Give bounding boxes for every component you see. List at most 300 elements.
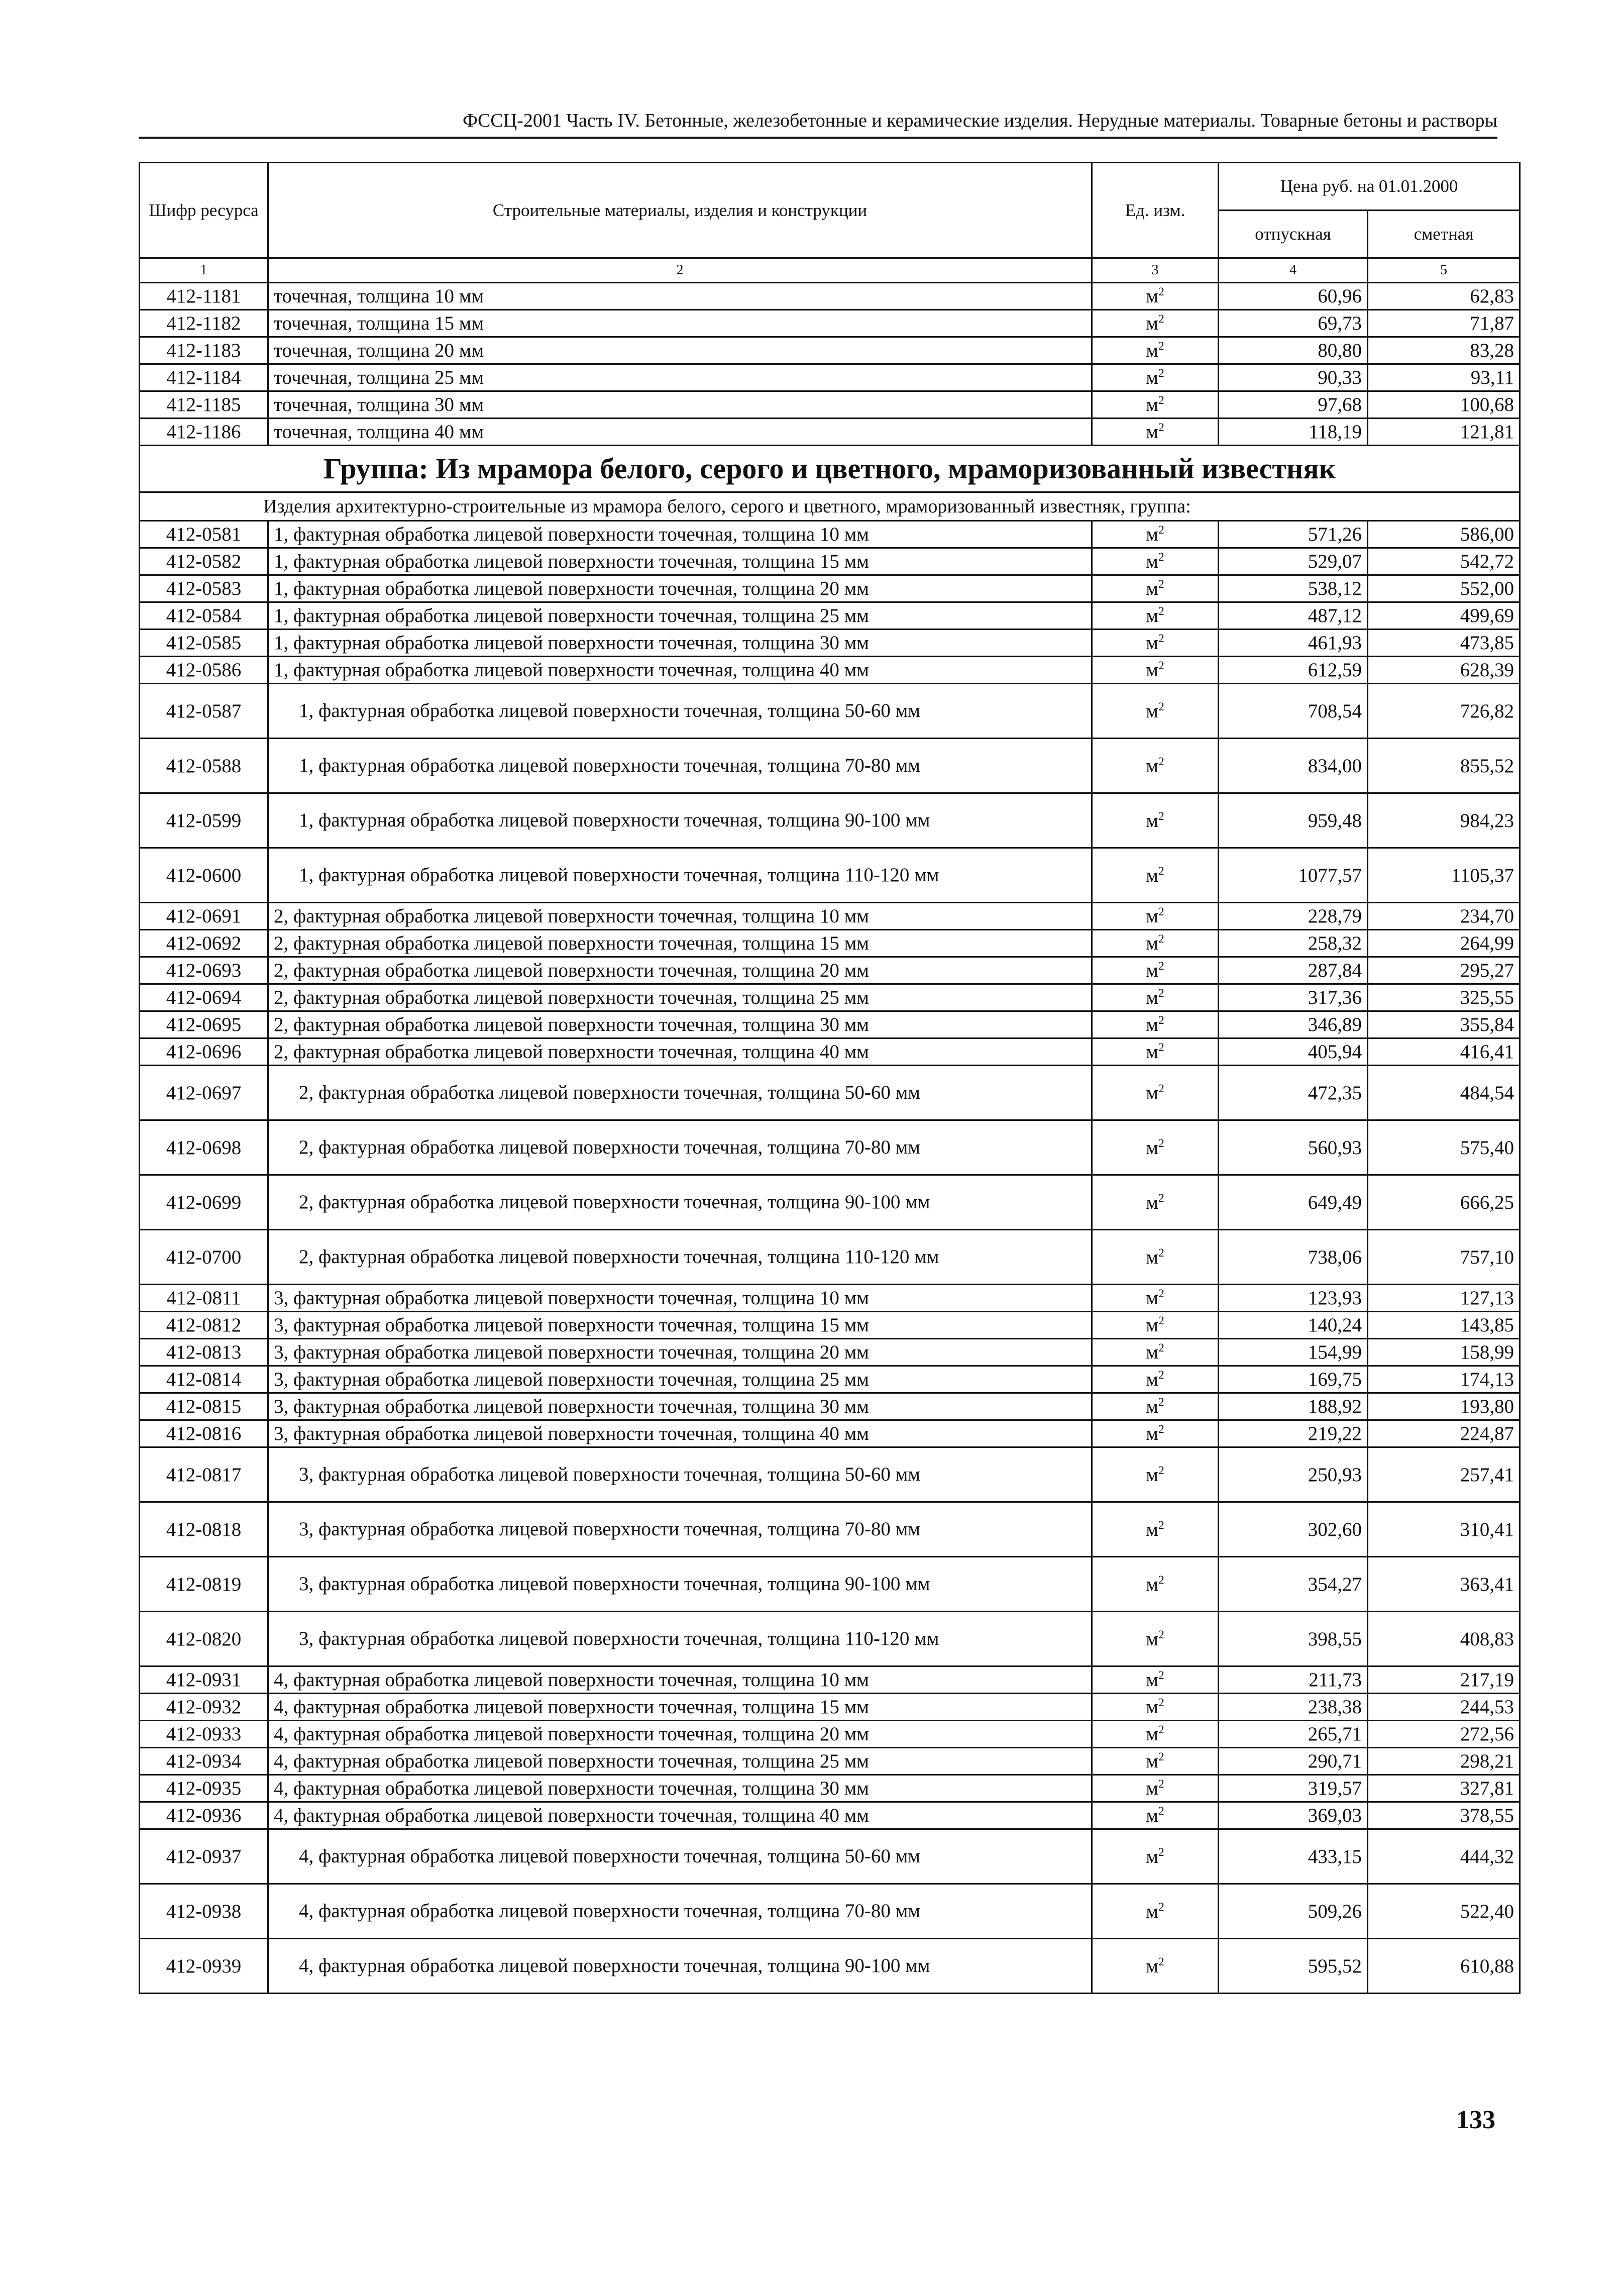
resource-code: 412-0600 <box>140 848 268 903</box>
table-row <box>140 1420 1520 1447</box>
release-price: 140,24 <box>1219 1312 1368 1339</box>
unit-text: м <box>1146 1845 1158 1867</box>
table-row <box>140 1802 1520 1829</box>
resource-code: 412-0813 <box>140 1339 268 1366</box>
unit-text: м <box>1146 339 1158 361</box>
item-name: 1, фактурная обработка лицевой поверхности точечная, толщина 20 мм <box>268 575 1092 602</box>
release-price: 265,71 <box>1219 1721 1368 1748</box>
unit-cell <box>1092 337 1219 364</box>
unit-cell <box>1092 1285 1219 1312</box>
release-price: 538,12 <box>1219 575 1368 602</box>
estimate-price: 127,13 <box>1368 1285 1520 1312</box>
release-price: 487,12 <box>1219 602 1368 630</box>
unit-text: м <box>1146 393 1158 415</box>
estimate-price: 295,27 <box>1368 957 1520 984</box>
unit-cell <box>1092 1748 1219 1775</box>
resource-code: 412-1184 <box>140 364 268 391</box>
resource-code: 412-1185 <box>140 391 268 419</box>
unit-cell <box>1092 1366 1219 1393</box>
unit-cell <box>1092 1447 1219 1502</box>
item-name: 4, фактурная обработка лицевой поверхности точечная, толщина 40 мм <box>268 1802 1092 1829</box>
running-header: ФССЦ-2001 Часть IV. Бетонные, железобетонные и керамические изделия. Нерудные материалы. Товарные бетоны и растворы <box>463 110 1497 131</box>
unit-superscript: 2 <box>1158 632 1164 645</box>
resource-code: 412-0818 <box>140 1502 268 1557</box>
item-name: 2, фактурная обработка лицевой поверхности точечная, толщина 30 мм <box>268 1011 1092 1038</box>
unit-superscript: 2 <box>1158 312 1164 326</box>
item-name: 4, фактурная обработка лицевой поверхности точечная, толщина 70-80 мм <box>268 1884 1092 1939</box>
unit-superscript: 2 <box>1158 755 1164 768</box>
release-price: 708,54 <box>1219 684 1368 739</box>
item-name: 3, фактурная обработка лицевой поверхности точечная, толщина 90-100 мм <box>268 1557 1092 1612</box>
unit-superscript: 2 <box>1158 1845 1164 1859</box>
unit-superscript: 2 <box>1158 986 1164 1000</box>
release-price: 219,22 <box>1219 1420 1368 1447</box>
item-name: 3, фактурная обработка лицевой поверхности точечная, толщина 20 мм <box>268 1339 1092 1366</box>
unit-text: м <box>1146 577 1158 599</box>
unit-superscript: 2 <box>1158 1395 1164 1409</box>
resource-code: 412-0700 <box>140 1230 268 1285</box>
item-name: 3, фактурная обработка лицевой поверхности точечная, толщина 25 мм <box>268 1366 1092 1393</box>
estimate-price: 542,72 <box>1368 548 1520 575</box>
item-name: 3, фактурная обработка лицевой поверхности точечная, толщина 15 мм <box>268 1312 1092 1339</box>
release-price: 405,94 <box>1219 1038 1368 1066</box>
table-row <box>140 957 1520 984</box>
unit-cell <box>1092 1612 1219 1666</box>
unit-text: м <box>1146 1464 1158 1486</box>
column-number: 5 <box>1368 258 1520 283</box>
item-name: 3, фактурная обработка лицевой поверхности точечная, толщина 30 мм <box>268 1393 1092 1420</box>
table-row <box>140 548 1520 575</box>
estimate-price: 552,00 <box>1368 575 1520 602</box>
release-price: 346,89 <box>1219 1011 1368 1038</box>
unit-cell <box>1092 1066 1219 1120</box>
table-row <box>140 793 1520 848</box>
table-row <box>140 1175 1520 1230</box>
table-row <box>140 739 1520 793</box>
estimate-price: 726,82 <box>1368 684 1520 739</box>
table-row <box>140 1748 1520 1775</box>
unit-cell <box>1092 283 1219 310</box>
resource-code: 412-0814 <box>140 1366 268 1393</box>
resource-code: 412-0817 <box>140 1447 268 1502</box>
unit-text: м <box>1146 1040 1158 1063</box>
group-title: Группа: Из мрамора белого, серого и цветного, мраморизованный известняк <box>140 446 1520 492</box>
unit-superscript: 2 <box>1158 1723 1164 1736</box>
unit-text: м <box>1146 632 1158 654</box>
release-price: 228,79 <box>1219 903 1368 930</box>
unit-cell <box>1092 1393 1219 1420</box>
marble-rows <box>140 521 1520 1994</box>
unit-text: м <box>1146 1368 1158 1390</box>
table-row <box>140 419 1520 446</box>
estimate-price: 100,68 <box>1368 391 1520 419</box>
estimate-price: 325,55 <box>1368 984 1520 1011</box>
unit-cell <box>1092 739 1219 793</box>
resource-code: 412-0699 <box>140 1175 268 1230</box>
item-name: 1, фактурная обработка лицевой поверхности точечная, толщина 30 мм <box>268 630 1092 657</box>
estimate-price: 310,41 <box>1368 1502 1520 1557</box>
unit-superscript: 2 <box>1158 659 1164 672</box>
unit-text: м <box>1146 1628 1158 1650</box>
unit-text: м <box>1146 366 1158 388</box>
item-name: точечная, толщина 40 мм <box>268 419 1092 446</box>
estimate-price: 272,56 <box>1368 1721 1520 1748</box>
unit-cell <box>1092 548 1219 575</box>
table-row <box>140 684 1520 739</box>
release-price: 472,35 <box>1219 1066 1368 1120</box>
unit-superscript: 2 <box>1158 1628 1164 1641</box>
unit-cell <box>1092 903 1219 930</box>
unit-cell <box>1092 575 1219 602</box>
item-name: 1, фактурная обработка лицевой поверхности точечная, толщина 70-80 мм <box>268 739 1092 793</box>
item-name: 1, фактурная обработка лицевой поверхности точечная, толщина 25 мм <box>268 602 1092 630</box>
estimate-price: 1105,37 <box>1368 848 1520 903</box>
item-name: 4, фактурная обработка лицевой поверхности точечная, толщина 50-60 мм <box>268 1829 1092 1884</box>
estimate-price: 158,99 <box>1368 1339 1520 1366</box>
table-row <box>140 1721 1520 1748</box>
release-price: 1077,57 <box>1219 848 1368 903</box>
unit-text: м <box>1146 905 1158 927</box>
item-name: 3, фактурная обработка лицевой поверхности точечная, толщина 70-80 мм <box>268 1502 1092 1557</box>
group-section <box>140 446 1520 521</box>
unit-cell <box>1092 1420 1219 1447</box>
item-name: 1, фактурная обработка лицевой поверхности точечная, толщина 10 мм <box>268 521 1092 548</box>
unit-superscript: 2 <box>1158 1900 1164 1914</box>
table-row <box>140 1038 1520 1066</box>
release-price: 433,15 <box>1219 1829 1368 1884</box>
estimate-price: 444,32 <box>1368 1829 1520 1884</box>
resource-code: 412-0698 <box>140 1120 268 1175</box>
table-row <box>140 602 1520 630</box>
resource-code: 412-1183 <box>140 337 268 364</box>
estimate-price: 416,41 <box>1368 1038 1520 1066</box>
unit-superscript: 2 <box>1158 809 1164 823</box>
unit-text: м <box>1146 312 1158 334</box>
table-row <box>140 1884 1520 1939</box>
estimate-price: 522,40 <box>1368 1884 1520 1939</box>
resource-code: 412-0585 <box>140 630 268 657</box>
item-name: точечная, толщина 25 мм <box>268 364 1092 391</box>
release-price: 188,92 <box>1219 1393 1368 1420</box>
table-row <box>140 848 1520 903</box>
estimate-price: 855,52 <box>1368 739 1520 793</box>
unit-cell <box>1092 419 1219 446</box>
unit-cell <box>1092 984 1219 1011</box>
release-price: 169,75 <box>1219 1366 1368 1393</box>
unit-text: м <box>1146 1136 1158 1159</box>
item-name: 1, фактурная обработка лицевой поверхности точечная, толщина 40 мм <box>268 657 1092 684</box>
unit-cell <box>1092 793 1219 848</box>
item-name: 2, фактурная обработка лицевой поверхности точечная, толщина 25 мм <box>268 984 1092 1011</box>
unit-superscript: 2 <box>1158 1696 1164 1709</box>
release-price: 738,06 <box>1219 1230 1368 1285</box>
estimate-price: 234,70 <box>1368 903 1520 930</box>
item-name: 3, фактурная обработка лицевой поверхности точечная, толщина 40 мм <box>268 1420 1092 1447</box>
resource-code: 412-0582 <box>140 548 268 575</box>
estimate-price: 408,83 <box>1368 1612 1520 1666</box>
release-price: 649,49 <box>1219 1175 1368 1230</box>
unit-superscript: 2 <box>1158 523 1164 537</box>
unit-text: м <box>1146 1395 1158 1417</box>
unit-text: м <box>1146 1082 1158 1104</box>
release-price: 154,99 <box>1219 1339 1368 1366</box>
resource-code: 412-0811 <box>140 1285 268 1312</box>
estimate-price: 757,10 <box>1368 1230 1520 1285</box>
table-row <box>140 575 1520 602</box>
table-row <box>140 1285 1520 1312</box>
table-row <box>140 1339 1520 1366</box>
estimate-price: 244,53 <box>1368 1694 1520 1721</box>
unit-text: м <box>1146 1955 1158 1977</box>
resource-code: 412-0691 <box>140 903 268 930</box>
item-name: 3, фактурная обработка лицевой поверхности точечная, толщина 110-120 мм <box>268 1612 1092 1666</box>
release-price: 509,26 <box>1219 1884 1368 1939</box>
item-name: точечная, толщина 30 мм <box>268 391 1092 419</box>
item-name: 4, фактурная обработка лицевой поверхности точечная, толщина 30 мм <box>268 1775 1092 1802</box>
unit-superscript: 2 <box>1158 285 1164 298</box>
unit-cell <box>1092 957 1219 984</box>
unit-text: м <box>1146 700 1158 722</box>
estimate-price: 473,85 <box>1368 630 1520 657</box>
release-price: 97,68 <box>1219 391 1368 419</box>
release-price: 90,33 <box>1219 364 1368 391</box>
unit-superscript: 2 <box>1158 1287 1164 1300</box>
unit-cell <box>1092 1230 1219 1285</box>
table-row <box>140 1120 1520 1175</box>
table-row <box>140 1230 1520 1285</box>
unit-text: м <box>1146 932 1158 954</box>
resource-code: 412-0694 <box>140 984 268 1011</box>
resource-code: 412-0692 <box>140 930 268 957</box>
column-number: 1 <box>140 258 268 283</box>
estimate-price: 355,84 <box>1368 1011 1520 1038</box>
unit-superscript: 2 <box>1158 1804 1164 1818</box>
release-price: 560,93 <box>1219 1120 1368 1175</box>
unit-text: м <box>1146 1750 1158 1772</box>
release-price: 258,32 <box>1219 930 1368 957</box>
estimate-price: 666,25 <box>1368 1175 1520 1230</box>
table-row <box>140 1775 1520 1802</box>
unit-superscript: 2 <box>1158 1136 1164 1150</box>
resource-code: 412-0931 <box>140 1666 268 1694</box>
unit-text: м <box>1146 959 1158 981</box>
release-price: 612,59 <box>1219 657 1368 684</box>
unit-superscript: 2 <box>1158 1368 1164 1382</box>
release-price: 118,19 <box>1219 419 1368 446</box>
item-name: 3, фактурная обработка лицевой поверхности точечная, толщина 10 мм <box>268 1285 1092 1312</box>
item-name: точечная, толщина 10 мм <box>268 283 1092 310</box>
estimate-price: 264,99 <box>1368 930 1520 957</box>
item-name: 4, фактурная обработка лицевой поверхности точечная, толщина 90-100 мм <box>268 1939 1092 1994</box>
item-name: точечная, толщина 15 мм <box>268 310 1092 337</box>
unit-cell <box>1092 602 1219 630</box>
release-price: 211,73 <box>1219 1666 1368 1694</box>
estimate-price: 71,87 <box>1368 310 1520 337</box>
release-price: 302,60 <box>1219 1502 1368 1557</box>
table-row <box>140 1557 1520 1612</box>
estimate-price: 143,85 <box>1368 1312 1520 1339</box>
estimate-price: 62,83 <box>1368 283 1520 310</box>
table-row <box>140 630 1520 657</box>
unit-cell <box>1092 391 1219 419</box>
table-row <box>140 1612 1520 1666</box>
estimate-price: 575,40 <box>1368 1120 1520 1175</box>
resource-code: 412-0581 <box>140 521 268 548</box>
resource-code: 412-0584 <box>140 602 268 630</box>
top-rows <box>140 283 1520 446</box>
table-row <box>140 1447 1520 1502</box>
resource-code: 412-0820 <box>140 1612 268 1666</box>
table-row <box>140 337 1520 364</box>
header-estimate-price: сметная <box>1368 211 1520 258</box>
unit-text: м <box>1146 421 1158 443</box>
resource-code: 412-0816 <box>140 1420 268 1447</box>
unit-cell <box>1092 1502 1219 1557</box>
unit-superscript: 2 <box>1158 1314 1164 1327</box>
unit-superscript: 2 <box>1158 1040 1164 1054</box>
resource-code: 412-0939 <box>140 1939 268 1994</box>
unit-text: м <box>1146 523 1158 545</box>
table-row <box>140 1502 1520 1557</box>
estimate-price: 484,54 <box>1368 1066 1520 1120</box>
column-number: 3 <box>1092 258 1219 283</box>
table-row <box>140 930 1520 957</box>
resource-code: 412-0934 <box>140 1748 268 1775</box>
resource-code: 412-0587 <box>140 684 268 739</box>
release-price: 69,73 <box>1219 310 1368 337</box>
unit-cell <box>1092 684 1219 739</box>
release-price: 354,27 <box>1219 1557 1368 1612</box>
unit-text: м <box>1146 1422 1158 1444</box>
estimate-price: 298,21 <box>1368 1748 1520 1775</box>
unit-superscript: 2 <box>1158 1668 1164 1682</box>
unit-text: м <box>1146 864 1158 886</box>
unit-cell <box>1092 657 1219 684</box>
release-price: 123,93 <box>1219 1285 1368 1312</box>
unit-superscript: 2 <box>1158 1341 1164 1354</box>
unit-cell <box>1092 1557 1219 1612</box>
unit-superscript: 2 <box>1158 1422 1164 1436</box>
resource-code: 412-1182 <box>140 310 268 337</box>
unit-text: м <box>1146 1668 1158 1691</box>
item-name: 4, фактурная обработка лицевой поверхности точечная, толщина 10 мм <box>268 1666 1092 1694</box>
item-name: 4, фактурная обработка лицевой поверхности точечная, толщина 20 мм <box>268 1721 1092 1748</box>
unit-text: м <box>1146 1518 1158 1540</box>
unit-cell <box>1092 310 1219 337</box>
resource-code: 412-0815 <box>140 1393 268 1420</box>
resource-code: 412-0583 <box>140 575 268 602</box>
resource-code: 412-0588 <box>140 739 268 793</box>
unit-text: м <box>1146 1696 1158 1718</box>
release-price: 290,71 <box>1219 1748 1368 1775</box>
unit-text: м <box>1146 1777 1158 1799</box>
unit-cell <box>1092 848 1219 903</box>
resource-code: 412-0936 <box>140 1802 268 1829</box>
column-number: 2 <box>268 258 1092 283</box>
unit-cell <box>1092 1694 1219 1721</box>
unit-cell <box>1092 1038 1219 1066</box>
estimate-price: 193,80 <box>1368 1393 1520 1420</box>
unit-superscript: 2 <box>1158 1191 1164 1205</box>
item-name: 1, фактурная обработка лицевой поверхности точечная, толщина 50-60 мм <box>268 684 1092 739</box>
item-name: 4, фактурная обработка лицевой поверхности точечная, толщина 15 мм <box>268 1694 1092 1721</box>
header-rule <box>139 137 1497 139</box>
release-price: 369,03 <box>1219 1802 1368 1829</box>
item-name: 2, фактурная обработка лицевой поверхности точечная, толщина 40 мм <box>268 1038 1092 1066</box>
unit-cell <box>1092 364 1219 391</box>
header-unit: Ед. изм. <box>1092 163 1219 258</box>
unit-cell <box>1092 1939 1219 1994</box>
table-row <box>140 283 1520 310</box>
estimate-price: 499,69 <box>1368 602 1520 630</box>
resource-code: 412-0697 <box>140 1066 268 1120</box>
unit-superscript: 2 <box>1158 905 1164 918</box>
unit-cell <box>1092 1011 1219 1038</box>
unit-cell <box>1092 1775 1219 1802</box>
estimate-price: 224,87 <box>1368 1420 1520 1447</box>
release-price: 287,84 <box>1219 957 1368 984</box>
unit-cell <box>1092 1884 1219 1939</box>
unit-superscript: 2 <box>1158 700 1164 713</box>
unit-superscript: 2 <box>1158 1955 1164 1968</box>
resource-code: 412-0695 <box>140 1011 268 1038</box>
table-row <box>140 521 1520 548</box>
table-row <box>140 1694 1520 1721</box>
estimate-price: 93,11 <box>1368 364 1520 391</box>
unit-superscript: 2 <box>1158 1750 1164 1763</box>
estimate-price: 217,19 <box>1368 1666 1520 1694</box>
unit-superscript: 2 <box>1158 1013 1164 1027</box>
item-name: 3, фактурная обработка лицевой поверхности точечная, толщина 50-60 мм <box>268 1447 1092 1502</box>
unit-text: м <box>1146 809 1158 831</box>
unit-text: м <box>1146 1287 1158 1309</box>
unit-text: м <box>1146 550 1158 572</box>
table-row <box>140 364 1520 391</box>
estimate-price: 363,41 <box>1368 1557 1520 1612</box>
estimate-price: 327,81 <box>1368 1775 1520 1802</box>
table-row <box>140 391 1520 419</box>
unit-superscript: 2 <box>1158 366 1164 380</box>
estimate-price: 586,00 <box>1368 521 1520 548</box>
unit-superscript: 2 <box>1158 339 1164 353</box>
release-price: 529,07 <box>1219 548 1368 575</box>
unit-cell <box>1092 1721 1219 1748</box>
resource-code: 412-0937 <box>140 1829 268 1884</box>
estimate-price: 257,41 <box>1368 1447 1520 1502</box>
release-price: 959,48 <box>1219 793 1368 848</box>
release-price: 461,93 <box>1219 630 1368 657</box>
resource-code: 412-0696 <box>140 1038 268 1066</box>
estimate-price: 610,88 <box>1368 1939 1520 1994</box>
resource-code: 412-0599 <box>140 793 268 848</box>
item-name: 2, фактурная обработка лицевой поверхности точечная, толщина 15 мм <box>268 930 1092 957</box>
unit-cell <box>1092 1312 1219 1339</box>
page-number: 133 <box>1456 2106 1495 2134</box>
header-name: Строительные материалы, изделия и конструкции <box>268 163 1092 258</box>
unit-text: м <box>1146 986 1158 1008</box>
unit-superscript: 2 <box>1158 932 1164 946</box>
resource-code: 412-0819 <box>140 1557 268 1612</box>
unit-superscript: 2 <box>1158 959 1164 973</box>
release-price: 238,38 <box>1219 1694 1368 1721</box>
release-price: 319,57 <box>1219 1775 1368 1802</box>
resource-code: 412-1186 <box>140 419 268 446</box>
resource-code: 412-0935 <box>140 1775 268 1802</box>
item-name: точечная, толщина 20 мм <box>268 337 1092 364</box>
estimate-price: 174,13 <box>1368 1366 1520 1393</box>
table-row <box>140 1066 1520 1120</box>
item-name: 2, фактурная обработка лицевой поверхности точечная, толщина 110-120 мм <box>268 1230 1092 1285</box>
